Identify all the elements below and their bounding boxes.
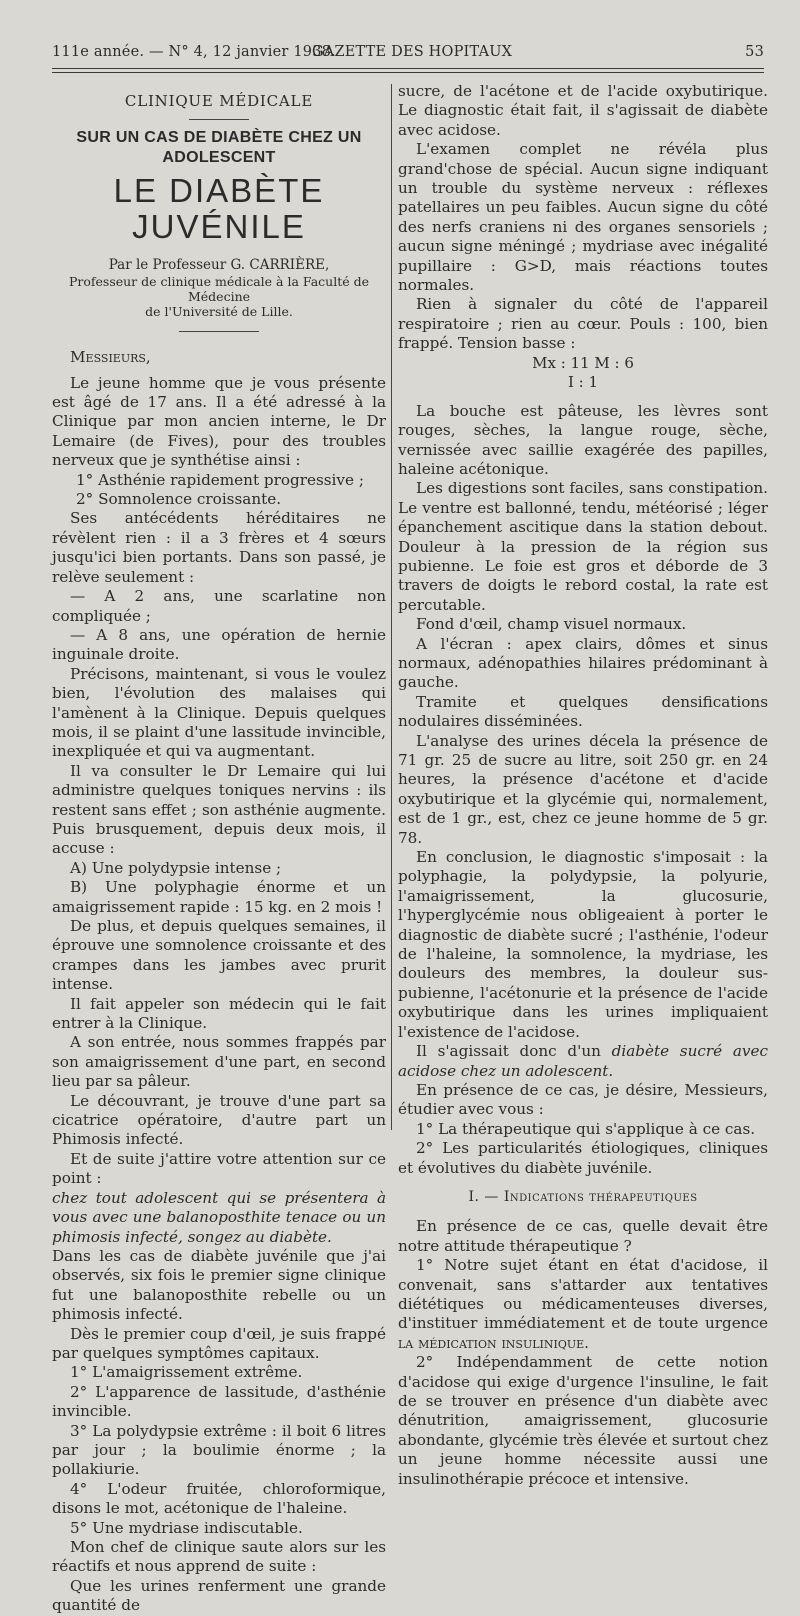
list-item: — A 8 ans, une opération de hernie inguinale droite.: [52, 625, 386, 664]
byline: Par le Professeur G. CARRIÈRE,: [108, 257, 330, 274]
emphasis-paragraph: chez tout adolescent qui se présentera à vous avec une balanoposthite tenace ou un phimosis infecté, songez au diabète.: [52, 1188, 386, 1246]
list-item: — A 2 ans, une scarlatine non compliquée ;: [52, 587, 386, 625]
salutation: Messieurs,: [70, 348, 151, 367]
paragraph: sucre, de l'acétone et de l'acide oxybutirique. Le diagnostic était fait, il s'agissait de diabète avec acidose.: [398, 82, 768, 139]
list-item: 1° Asthénie rapidement progressive ;: [76, 470, 364, 489]
paragraph: [398, 1042, 768, 1081]
paragraph: De plus, et depuis quelques semaines, il éprouve une somnolence croissante et des crampes dans les jambes avec prurit intense.: [52, 917, 386, 994]
header-rule: [52, 68, 764, 69]
paragraph: [398, 1256, 768, 1353]
affiliation-2: de l'Université de Lille.: [145, 304, 293, 320]
conclusion-lead: Il s'agissait donc d'un: [416, 1042, 601, 1061]
therapy-emphasis: la médication insulinique.: [398, 1333, 589, 1352]
paragraph: Que les urines renferment une grande quantité de: [52, 1576, 386, 1615]
list-item: A) Une polydypsie intense ;: [70, 858, 282, 877]
paragraph: Précisons, maintenant, si vous le voulez bien, l'évolution des malaises qui l'amènent à la Clinique. Depuis quelques mois, il se plaint d'une lassitude invincible, inexpliquée et qui va augmentant.: [52, 664, 386, 761]
paragraph: Le découvrant, je trouve d'une part sa cicatrice opératoire, d'autre part un Phimosis infecté.: [52, 1091, 386, 1149]
paragraph: En présence de ce cas, quelle devait être notre attitude thérapeutique ?: [398, 1217, 768, 1255]
paragraph: Tramite et quelques densifications nodulaires disséminées.: [398, 692, 768, 731]
list-item: 1° La thérapeutique qui s'applique à ce cas.: [416, 1119, 756, 1138]
paragraph: Dès le premier coup d'œil, je suis frappé par quelques symptômes capitaux.: [52, 1324, 386, 1362]
paragraph: A l'écran : apex clairs, dômes et sinus normaux, adénopathies hilaires prédominant à gauche.: [398, 634, 768, 692]
list-item: B) Une polyphagie énorme et un amaigrissement rapide : 15 kg. en 2 mois !: [52, 878, 386, 916]
page-number: 53: [745, 44, 764, 60]
article-subtitle: SUR UN CAS DE DIABÈTE CHEZ UN ADOLESCENT: [76, 129, 362, 166]
rubric: CLINIQUE MÉDICALE: [124, 92, 314, 110]
paragraph: Il va consulter le Dr Lemaire qui lui administre quelques toniques nervins : ils restent sans effet ; son asthénie augmente. Puis brusquement, depuis deux mois, il accuse :: [52, 761, 386, 858]
conclusion-emphasis: diabète sucré avec acidose chez un adolescent.: [398, 1042, 768, 1080]
paragraph: 2° Indépendamment de cette notion d'acidose qui exige d'urgence l'insuline, le fait de se trouver en présence d'un diabète avec dénutrition, amaigrissement, glucosurie abondante, glycémie très élevée et surtout chez un jeune homme nécessite aussi une insulinothérapie précoce et intensive.: [398, 1353, 768, 1488]
rubric-rule: [189, 119, 249, 120]
paragraph: En présence de ce cas, je désire, Messieurs, étudier avec vous :: [398, 1080, 768, 1119]
affiliation-1: Professeur de clinique médicale à la Faculté de Médecine: [68, 274, 370, 305]
left-column: [52, 82, 386, 1616]
list-item: 2° Somnolence croissante.: [76, 490, 282, 509]
paragraph: Ses antécédents héréditaires ne révèlent rien : il a 3 frères et 4 sœurs jusqu'ici bien portants. Dans son passé, je relève seulement :: [52, 509, 386, 586]
paragraph: Les digestions sont faciles, sans constipation. Le ventre est ballonné, tendu, météorisé ; léger épanchement ascitique dans la station debout. Douleur à la pression de la région sus pubienne. Le foie est gros et déborde de 3 travers de doigts le rebord costal, la rate est percutable.: [398, 479, 768, 614]
journal-name: GAZETTE DES HOPITAUX: [312, 44, 513, 60]
list-item: 1° L'amaigrissement extrême.: [70, 1363, 303, 1382]
page-header: [52, 44, 764, 66]
paragraph: Le jeune homme que je vous présente est âgé de 17 ans. Il a été adressé à la Clinique par mon ancien interne, le Dr Lemaire (de Fives), pour des troubles nerveux que je synthétise ainsi :: [52, 373, 386, 470]
paragraph: L'examen complet ne révéla plus grand'chose de spécial. Aucun signe indiquant un trouble du système nerveux : réflexes patellaires un peu faibles. Aucun signe du côté des nerfs craniens ni des organes sensoriels ; aucun signe méningé ; mydriase avec inégalité pupillaire : G>D, mais réactions toutes normales.: [398, 140, 768, 295]
therapy-lead: 1° Notre sujet étant en état d'acidose, il convenait, sans s'attarder aux tentatives diététiques ou médicamenteuses diverses, d'instituer immédiatement et de toute urgence: [398, 1256, 768, 1333]
tension-formula: Mx : 11 M : 6: [532, 353, 634, 372]
paragraph: Rien à signaler du côté de l'appareil respiratoire ; rien au cœur. Pouls : 100, bien frappé. Tension basse :: [398, 295, 768, 353]
list-item: 2° Les particularités étiologiques, cliniques et évolutives du diabète juvénile.: [398, 1139, 768, 1177]
list-item: 2° L'apparence de lassitude, d'asthénie invincible.: [52, 1382, 386, 1421]
paragraph: La bouche est pâteuse, les lèvres sont rouges, sèches, la langue rouge, sèche, vernissée avec saillie exagérée des papilles, haleine acétonique.: [398, 401, 768, 478]
title-rule: [179, 331, 259, 332]
list-item: 3° La polydypsie extrême : il boit 6 litres par jour ; la boulimie énorme ; la pollakiurie.: [52, 1421, 386, 1479]
paragraph: Dans les cas de diabète juvénile que j'ai observés, six fois le premier signe clinique fut une balanoposthite rebelle ou un phimosis infecté.: [52, 1246, 386, 1324]
paragraph: Fond d'œil, champ visuel normaux.: [416, 615, 687, 634]
list-item: 5° Une mydriase indiscutable.: [70, 1518, 303, 1537]
paragraph: Il fait appeler son médecin qui le fait entrer à la Clinique.: [52, 994, 386, 1033]
issue-info: 111e année. — N° 4, 12 janvier 1938.: [52, 44, 336, 60]
header-rule-2: [52, 72, 764, 73]
paragraph: Et de suite j'attire votre attention sur ce point :: [52, 1149, 386, 1188]
paragraph: L'analyse des urines décela la présence de 71 gr. 25 de sucre au litre, soit 250 gr. en 24 heures, la présence d'acétone et d'acide oxybutirique et la glycémie qui, normalement, est de 1 gr., est, chez ce jeune homme de 5 gr. 78.: [398, 731, 768, 847]
paragraph: En conclusion, le diagnostic s'imposait : la polyphagie, la polydypsie, la polyurie, l'amaigrissement, la glucosurie, l'hyperglycémie nous obligeaient à porter le diagnostic de diabète sucré ; l'asthénie, l'odeur de l'haleine, la somnolence, la mydriase, les douleurs des membres, la douleur sus-pubienne, l'acétonurie et la présence de l'acide oxybutirique dans les urines impliquaient l'existence de l'acidose.: [398, 848, 768, 1041]
tension-index: I : 1: [567, 372, 599, 391]
right-column: [398, 82, 768, 1489]
paragraph: Mon chef de clinique saute alors sur les réactifs et nous apprend de suite :: [52, 1538, 386, 1576]
article-title: LE DIABÈTE JUVÉNILE: [113, 172, 325, 246]
section-heading: I. — Indications thérapeutiques: [468, 1188, 698, 1205]
list-item: 4° L'odeur fruitée, chloroformique, disons le mot, acétonique de l'haleine.: [52, 1479, 386, 1518]
column-divider: [391, 84, 392, 1130]
paragraph: A son entrée, nous sommes frappés par son amaigrissement d'une part, en second lieu par sa pâleur.: [52, 1033, 386, 1091]
